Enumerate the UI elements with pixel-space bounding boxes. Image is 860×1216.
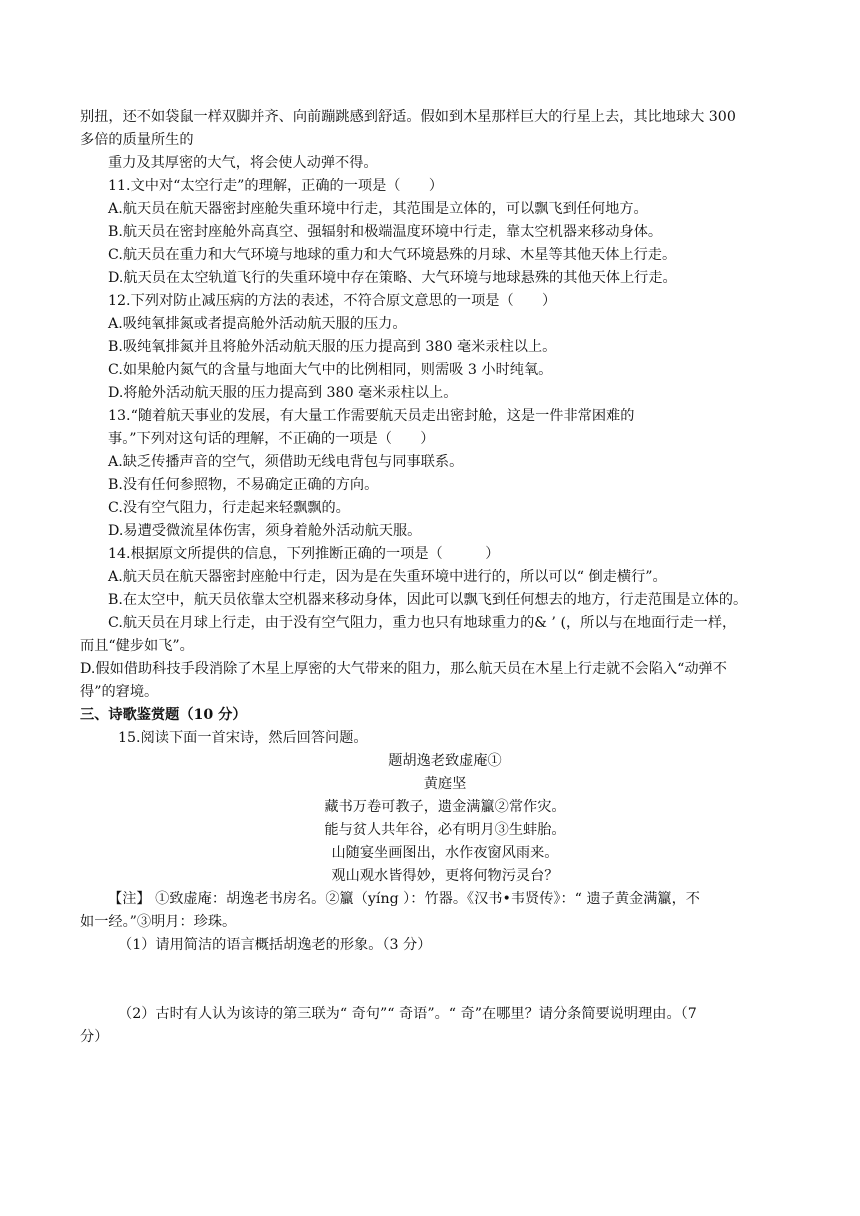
q11-option-d: D.航天员在太空轨道飞行的失重环境中存在策略、大气环境与地球悬殊的其他天体上行走。 [108, 270, 677, 286]
q14-option-c-line-2: 而且“健步如飞”。 [80, 638, 194, 654]
q13-stem-line-2: 事。”下列对这句话的理解，不正确的一项是（ ） [108, 431, 435, 447]
passage-line-2: 多倍的质量所生的 [80, 132, 194, 148]
q12-stem: 12.下列对防止减压病的方法的表述，不符合原文意思的一项是（ ） [108, 293, 557, 309]
q13-option-a: A.缺乏传播声音的空气，须借助无线电背包与同事联系。 [108, 454, 464, 470]
q13-stem-line-1: 13.“随着航天事业的发展，有大量工作需要航天员走出密封舱，这是一件非常困难的 [108, 408, 635, 424]
q12-option-d: D.将舱外活动航天服的压力提高到 380 毫米汞柱以上。 [108, 385, 458, 401]
q11-option-b: B.航天员在密封座舱外高真空、强辐射和极端温度环境中行走，靠太空机器来移动身体。 [108, 224, 663, 240]
poem-line-3: 山随宴坐画图出，水作夜窗风雨来。 [331, 845, 559, 861]
passage-line-3: 重力及其厚密的大气，将会使人动弹不得。 [108, 155, 378, 171]
poem-note-line-2: 如一经。”③明月：珍珠。 [80, 914, 237, 930]
poem-line-2: 能与贫人共年谷，必有明月③生蚌胎。 [324, 822, 566, 838]
passage-line-1: 别扭，还不如袋鼠一样双脚并齐、向前蹦跳感到舒适。假如到木星那样巨大的行星上去，其比地球大 300 [80, 109, 736, 125]
q11-option-a: A.航天员在航天器密封座舱失重环境中行走，其范围是立体的，可以飘飞到任何地方。 [108, 201, 648, 217]
q11-stem: 11.文中对“太空行走”的理解，正确的一项是（ ） [108, 178, 444, 194]
poem-line-1: 藏书万卷可教子，遗金满籯②常作灾。 [324, 799, 566, 815]
q15-subquestion-2-line-1: （2）古时有人认为该诗的第三联为“ 奇句”“ 奇语”。“ 奇”在哪里？请分条简要说明理由。（7 [118, 1006, 697, 1022]
q15-intro: 15.阅读下面一首宋诗，然后回答问题。 [118, 730, 368, 746]
q15-subquestion-1: （1）请用简洁的语言概括胡逸老的形象。（3 分） [118, 937, 432, 953]
q11-option-c: C.航天员在重力和大气环境与地球的重力和大气环境悬殊的月球、木星等其他天体上行走。 [108, 247, 677, 263]
q12-option-a: A.吸纯氧排氮或者提高舱外活动航天服的压力。 [108, 316, 407, 332]
poem-title: 题胡逸老致虚庵① [388, 753, 502, 769]
q15-subquestion-2-line-2: 分） [80, 1029, 109, 1045]
q14-option-b: B.在太空中，航天员依靠太空机器来移动身体，因此可以飘飞到任何想去的地方，行走范围是立体的。 [108, 592, 748, 608]
q12-option-c: C.如果舱内氮气的含量与地面大气中的比例相同，则需吸 3 小时纯氧。 [108, 362, 553, 378]
q12-option-b: B.吸纯氧排氮并且将舱外活动航天服的压力提高到 380 毫米汞柱以上。 [108, 339, 557, 355]
q14-option-d-line-2: 得”的窘境。 [80, 684, 159, 700]
poem-note-line-1: 【注】 ①致虚庵：胡逸老书房名。②籯（yíng ）：竹器。《汉书•韦贤传》：“ 遗子黄金满籯，不 [108, 891, 700, 907]
q14-option-a: A.航天员在航天器密封座舱中行走，因为是在失重环境中进行的，所以可以“ 倒走横行”。 [108, 569, 667, 585]
q13-option-d: D.易遭受微流星体伤害，须身着舱外活动航天服。 [108, 523, 422, 539]
q13-option-c: C.没有空气阻力，行走起来轻飘飘的。 [108, 500, 350, 516]
poem-author: 黄庭坚 [423, 776, 467, 792]
section-3-heading: 三、诗歌鉴赏题（10 分） [80, 707, 247, 723]
q13-option-b: B.没有任何参照物，不易确定正确的方向。 [108, 477, 379, 493]
q14-option-c-line-1: C.航天员在月球上行走，由于没有空气阻力，重力也只有地球重力的& ’ (，所以与在地面行走一样， [108, 615, 737, 631]
q14-option-d-line-1: D.假如借助科技手段消除了木星上厚密的大气带来的阻力，那么航天员在木星上行走就不会陷入“动弹不 [80, 661, 727, 677]
q14-stem: 14.根据原文所提供的信息，下列推断正确的一项是（ ） [108, 546, 500, 562]
poem-line-4: 观山观水皆得妙，更将何物污灵台？ [331, 868, 559, 884]
